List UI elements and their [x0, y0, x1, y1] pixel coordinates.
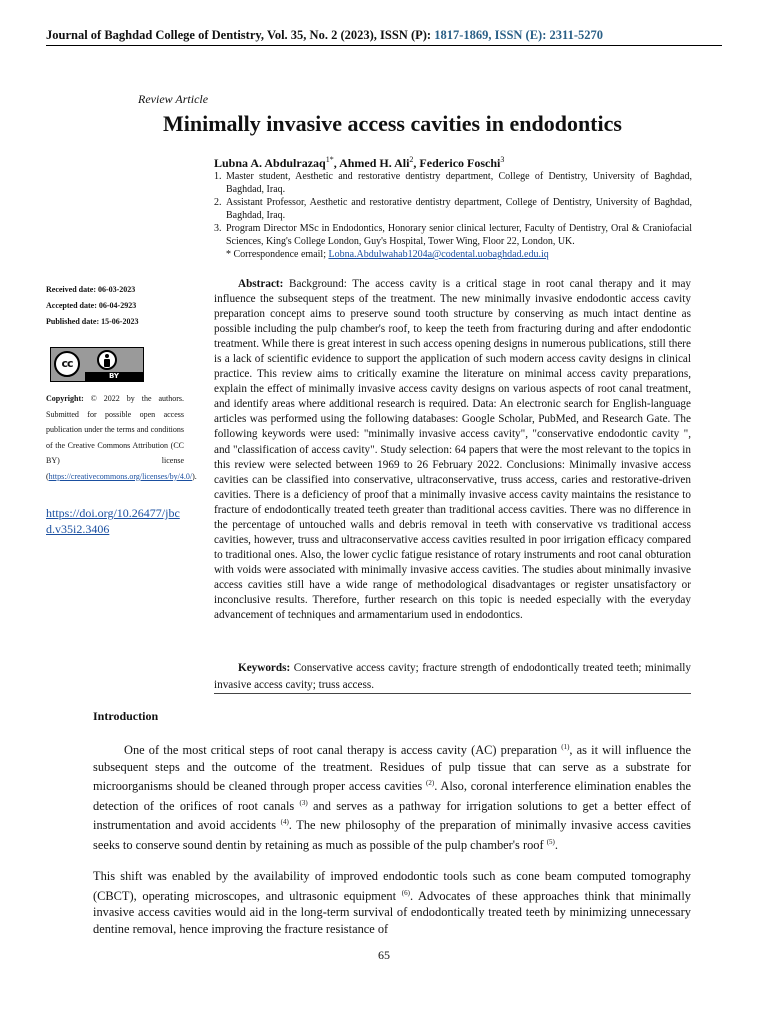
copyright-text: © 2022 by the authors. Submitted for possible open access publication under the terms and conditions of the Creative Commons Attribution (CC BY) license	[46, 394, 185, 465]
author-affil-mark: 1*	[325, 155, 334, 164]
paragraph-text-run: One of the most critical steps of root canal therapy is access cavity (AC) preparation	[124, 743, 562, 758]
paragraph-text-run: . Also, coronal interference elimination enables the detection of the orifices of root canals	[93, 779, 691, 813]
keywords-label: Keywords:	[238, 662, 291, 674]
author-name: Lubna A. Abdulrazaq	[214, 156, 326, 170]
paragraph-text-run: This shift was enabled by the availability of improved endodontic tools such as cone beam computed tomography (CBCT), operating microscopes, and ultrasonic equipment	[93, 869, 691, 903]
citation-reference[interactable]: (3)	[299, 798, 308, 807]
affiliation-list	[214, 170, 692, 261]
page-number: 65	[378, 948, 390, 962]
paragraph-text-run: . The new philosophy of the preparation of minimally invasive access cavities seeks to conserve sound dentin by retaining as much as possible of the pulp chamber's roof	[93, 818, 691, 853]
introduction-paragraph-1	[93, 739, 691, 854]
author-name: Federico Foschi	[419, 156, 501, 170]
keywords	[214, 660, 691, 694]
citation-reference[interactable]: (4)	[280, 818, 289, 827]
affiliation-text: Program Director MSc in Endodontics, Honorary senior clinical lecturer, Faculty of Dentistry, Oral & Craniofacial Sciences, King's College London, Guy's Hospital, Tower Wing, Floor 22, London, UK.	[226, 223, 692, 247]
journal-citation: Journal of Baghdad College of Dentistry, Vol. 35, No. 2 (2023), ISSN (P):	[46, 28, 432, 42]
attribution-person-icon	[97, 350, 117, 370]
citation-reference[interactable]: (2)	[426, 779, 435, 788]
copyright-label: Copyright:	[46, 394, 84, 403]
cc-by-license-badge[interactable]	[50, 347, 144, 382]
correspondence-email-link[interactable]: Lobna.Abdulwahab1204a@codental.uobaghdad.edu.iq	[328, 249, 549, 260]
received-date: Received date: 06-03-2023	[46, 285, 136, 294]
author-name: Ahmed H. Ali	[339, 156, 410, 170]
abstract	[214, 277, 691, 623]
correspondence-label: * Correspondence email;	[226, 249, 326, 260]
affiliation-item	[214, 170, 692, 196]
affiliation-item	[214, 222, 692, 248]
paragraph-text-run: . Advocates of these approaches think that minimally invasive access cavities would aid in the long-term survival of endodontically treated teeth by minimizing unnecessary dentine removal, hence improving the fracture resistance of	[93, 888, 691, 936]
copyright-paren-open: (	[46, 471, 49, 481]
cc-icon: cc	[54, 351, 80, 377]
citation-reference[interactable]: (6)	[401, 888, 410, 897]
copyright-paren-close: ).	[192, 471, 197, 481]
copyright-notice	[46, 391, 197, 484]
paragraph-text-run: , as it will influence the subsequent steps and the outcome of the treatment. Residues of pulp tissue that can serve as a substrate for microorganisms should be cleaned through proper access cavities	[93, 743, 691, 794]
affiliation-number: 3.	[214, 223, 222, 234]
article-type: Review Article	[138, 92, 209, 106]
citation-reference[interactable]: (1)	[561, 743, 570, 751]
doi-link[interactable]: https://doi.org/10.26477/jbcd.v35i2.3406	[46, 506, 180, 536]
author-affil-mark: 2	[409, 155, 414, 164]
journal-header	[46, 28, 722, 43]
correspondence	[214, 248, 692, 261]
paragraph-text-run: and serves as a pathway for irrigation solutions to get a better effect of instrumentation and avoid accidents	[93, 798, 691, 833]
abstract-text: Background: The access cavity is a critical stage in root canal therapy and it may influence the subsequent steps of the treatment. The new minimally invasive endodontic access cavity preparation concept aims to preserve sound tooth structure by conserving as much intact dentine as possible including the pulp chamber's roof, to keep the teeth from fracturing during and after endodontic treatment. While there is great interest in such access opening designs in numerous publications, still there is a lack of scientific evidence to support the application of such modern access cavity designs in clinical practice. This review aims to critically examine the literature on minimal access cavity preparations, explain the effect of minimally invasive access cavity designs on various aspects of root canal treatment, and identify areas where additional research is required. Data: An electronic search for English-language articles was performed using the following databases: Google Scholar, PubMed, and Research Gate. The following keywords were used: "minimally invasive access cavity", "conservative endodontic cavity ", and "classification of access cavity". Study selection: 64 papers that were the most relevant to the topics in this review were selected between 1969 to 26 February 2022. Conclusions: Minimally invasive access cavities can be classified into conservative, ultraconservative, truss access, caries and restorative-driven cavities. There is a deficiency of proof that a minimally invasive access cavity maintains the resistance to fracture of endodontically treated teeth greater than traditional access cavities. There was no difference in the percentage of untouched walls and debris removal in teeth with conservative vs traditional access cavities, however, truss and ultraconservative access cavities resulted in poor irrigation efficacy compared to traditional ones. Also, the lower cyclic fatigue resistance of rotary instruments and root canal obturation with voids were associated with minimally invasive access cavities. The studies about minimally invasive access cavities still have a wide range of methodological disadvantages or register unsatisfactory or inconclusive results. Therefore, further research on this topic is needed especially with the everyday advancement of techniques and armamentarium used in endodontics.	[214, 278, 692, 622]
paragraph-text-run: .	[554, 838, 558, 853]
affiliation-number: 1.	[214, 171, 222, 182]
article-dates	[46, 282, 138, 330]
issn-electronic: 2311-5270	[549, 28, 603, 42]
affiliation-text: Master student, Aesthetic and restorative dentistry department, College of Dentistry, University of Baghdad, Baghdad, Iraq.	[226, 171, 692, 195]
abstract-label: Abstract:	[238, 278, 284, 290]
header-divider	[46, 45, 722, 46]
citation-reference[interactable]: (5)	[546, 838, 555, 846]
issn-print: 1817-1869	[434, 28, 489, 42]
published-date: Published date: 15-06-2023	[46, 317, 139, 326]
author-list: Lubna A. Abdulrazaq$^{1*}$, Ahmed H. Ali$^2$, Federico Foschi$^3$	[214, 155, 505, 170]
accepted-date: Accepted date: 06-04-2923	[46, 301, 137, 310]
issn-e-label: , ISSN (E):	[488, 28, 547, 42]
keywords-divider	[214, 693, 691, 694]
by-label: BY	[85, 372, 143, 381]
affiliation-item	[214, 196, 692, 222]
section-heading-introduction: Introduction	[93, 709, 159, 723]
affiliation-text: Assistant Professor, Aesthetic and restorative dentistry department, College of Dentistry, University of Baghdad, Baghdad, Iraq.	[226, 197, 692, 221]
paper-title: Minimally invasive access cavities in endodontics	[163, 111, 622, 136]
affiliation-number: 2.	[214, 197, 222, 208]
author-affil-mark: 3	[500, 155, 505, 164]
keywords-text: Conservative access cavity; fracture strength of endodontically treated teeth; minimally invasive access cavity; truss access.	[214, 662, 692, 691]
introduction-paragraph-2	[93, 868, 691, 937]
license-link[interactable]: https://creativecommons.org/licenses/by/4.0/	[48, 471, 193, 481]
